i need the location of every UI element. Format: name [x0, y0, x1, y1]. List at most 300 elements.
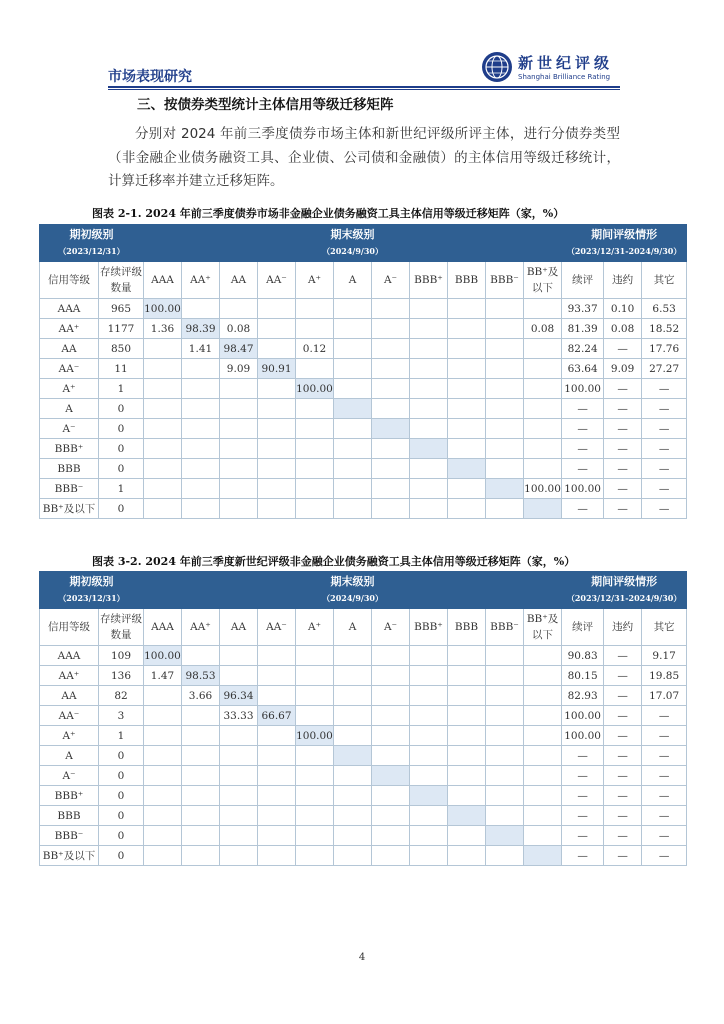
matrix-cell	[334, 479, 372, 499]
matrix-cell	[524, 746, 562, 766]
row-grade: BBB	[40, 806, 99, 826]
matrix-cell	[524, 706, 562, 726]
matrix-cell	[410, 499, 448, 519]
row-default: —	[604, 479, 642, 499]
matrix-cell	[334, 686, 372, 706]
matrix-cell	[258, 726, 296, 746]
col-header-default: 违约	[604, 262, 642, 299]
matrix-cell	[144, 766, 182, 786]
row-default: —	[604, 499, 642, 519]
group-header-period: （2024/9/30）	[322, 593, 383, 603]
row-default: —	[604, 786, 642, 806]
col-header-end-grade: BBB	[448, 262, 486, 299]
row-other: 27.27	[642, 359, 687, 379]
matrix-cell	[524, 439, 562, 459]
col-header-end-grade: BB⁺及以下	[524, 609, 562, 646]
matrix-cell: 66.67	[258, 706, 296, 726]
table-row	[40, 826, 687, 846]
matrix-cell: 96.34	[220, 686, 258, 706]
col-header-end-grade: AA⁺	[182, 609, 220, 646]
matrix-cell	[258, 746, 296, 766]
table-row	[40, 479, 687, 499]
matrix-cell	[144, 379, 182, 399]
matrix-cell	[296, 846, 334, 866]
matrix-cell	[334, 706, 372, 726]
table-row	[40, 746, 687, 766]
matrix-cell: 100.00	[144, 299, 182, 319]
matrix-cell: 100.00	[296, 379, 334, 399]
matrix-cell	[296, 359, 334, 379]
group-header-period: （2023/12/31-2024/9/30）	[566, 246, 682, 256]
matrix-cell	[448, 646, 486, 666]
matrix-cell	[372, 399, 410, 419]
row-count: 0	[99, 439, 144, 459]
matrix-cell	[334, 846, 372, 866]
row-other: —	[642, 419, 687, 439]
group-header-period: （2023/12/31）	[58, 593, 125, 603]
matrix-cell	[486, 399, 524, 419]
header-divider-thin	[108, 89, 620, 90]
matrix-cell	[296, 766, 334, 786]
col-header-count: 存续评级数量	[99, 609, 144, 646]
row-count: 0	[99, 806, 144, 826]
col-header-continued: 续评	[562, 262, 604, 299]
matrix-cell	[524, 299, 562, 319]
row-grade: BB⁺及以下	[40, 846, 99, 866]
matrix-cell	[144, 806, 182, 826]
matrix-cell	[296, 646, 334, 666]
row-continued: —	[562, 746, 604, 766]
row-count: 0	[99, 459, 144, 479]
header-divider	[108, 86, 620, 88]
matrix-cell	[410, 319, 448, 339]
col-header-end-grade: AA⁻	[258, 609, 296, 646]
row-default: —	[604, 666, 642, 686]
row-other: —	[642, 826, 687, 846]
row-default: —	[604, 399, 642, 419]
row-continued: 90.83	[562, 646, 604, 666]
matrix-cell	[372, 706, 410, 726]
row-count: 1	[99, 726, 144, 746]
matrix-cell	[448, 746, 486, 766]
row-default: —	[604, 379, 642, 399]
matrix-cell	[334, 379, 372, 399]
matrix-cell	[448, 806, 486, 826]
matrix-cell	[220, 459, 258, 479]
row-continued: —	[562, 399, 604, 419]
row-other: 17.76	[642, 339, 687, 359]
matrix-cell	[220, 439, 258, 459]
row-grade: A⁻	[40, 766, 99, 786]
matrix-cell	[296, 479, 334, 499]
matrix-cell	[296, 686, 334, 706]
matrix-cell	[220, 846, 258, 866]
group-header-g1	[40, 572, 144, 609]
matrix-cell	[258, 439, 296, 459]
matrix-cell: 0.08	[220, 319, 258, 339]
matrix-cell	[448, 499, 486, 519]
group-header-period: （2023/12/31）	[58, 246, 125, 256]
table-1-caption: 图表 2-1. 2024 年前三季度债券市场非金融企业债务融资工具主体信用等级迁移矩阵（家，%）	[92, 207, 565, 220]
group-header-label: 期末级别	[330, 228, 375, 241]
matrix-cell	[334, 459, 372, 479]
row-count: 11	[99, 359, 144, 379]
col-header-end-grade: A⁺	[296, 609, 334, 646]
matrix-cell	[410, 419, 448, 439]
matrix-cell	[410, 706, 448, 726]
matrix-cell	[296, 786, 334, 806]
table-row	[40, 766, 687, 786]
matrix-cell	[448, 459, 486, 479]
matrix-cell	[486, 359, 524, 379]
matrix-cell: 0.08	[524, 319, 562, 339]
matrix-cell	[220, 726, 258, 746]
matrix-cell	[182, 806, 220, 826]
matrix-cell	[144, 846, 182, 866]
matrix-cell	[410, 439, 448, 459]
matrix-cell	[258, 786, 296, 806]
matrix-cell	[296, 706, 334, 726]
matrix-cell	[220, 826, 258, 846]
matrix-cell	[258, 379, 296, 399]
table-row	[40, 379, 687, 399]
row-continued: —	[562, 439, 604, 459]
matrix-cell	[258, 479, 296, 499]
matrix-cell	[182, 726, 220, 746]
row-other: —	[642, 499, 687, 519]
matrix-cell	[410, 379, 448, 399]
col-header-end-grade: A	[334, 609, 372, 646]
row-default: —	[604, 646, 642, 666]
matrix-cell	[182, 399, 220, 419]
row-other: —	[642, 726, 687, 746]
matrix-cell	[334, 339, 372, 359]
matrix-cell	[258, 459, 296, 479]
matrix-cell	[182, 766, 220, 786]
matrix-cell	[524, 666, 562, 686]
row-grade: BBB⁺	[40, 786, 99, 806]
table-row	[40, 439, 687, 459]
row-other: —	[642, 706, 687, 726]
col-header-end-grade: BBB⁺	[410, 262, 448, 299]
matrix-cell	[296, 439, 334, 459]
matrix-cell: 3.66	[182, 686, 220, 706]
matrix-cell	[524, 686, 562, 706]
matrix-cell	[220, 806, 258, 826]
matrix-cell	[486, 439, 524, 459]
matrix-cell	[144, 339, 182, 359]
col-header-end-grade: BBB	[448, 609, 486, 646]
matrix-cell	[486, 686, 524, 706]
intro-paragraph: 分别对 2024 年前三季度债券市场主体和新世纪评级所评主体，进行分债券类型（非金融企业债务融资工具、企业债、公司债和金融债）的主体信用等级迁移统计，计算迁移率并建立迁移矩阵。	[108, 126, 620, 189]
row-other: —	[642, 806, 687, 826]
row-continued: —	[562, 786, 604, 806]
matrix-cell	[220, 746, 258, 766]
col-header-end-grade: A⁺	[296, 262, 334, 299]
row-continued: —	[562, 499, 604, 519]
row-continued: 100.00	[562, 479, 604, 499]
matrix-cell	[258, 399, 296, 419]
matrix-cell	[258, 419, 296, 439]
matrix-cell	[524, 419, 562, 439]
matrix-cell	[410, 299, 448, 319]
group-header-period: （2023/12/31-2024/9/30）	[566, 593, 682, 603]
matrix-cell	[258, 319, 296, 339]
row-grade: BBB⁻	[40, 826, 99, 846]
matrix-cell	[258, 686, 296, 706]
table-row	[40, 359, 687, 379]
col-header-end-grade: AA	[220, 262, 258, 299]
matrix-cell: 33.33	[220, 706, 258, 726]
matrix-cell	[258, 846, 296, 866]
matrix-cell	[334, 439, 372, 459]
matrix-cell	[486, 479, 524, 499]
matrix-cell	[448, 479, 486, 499]
matrix-cell: 98.53	[182, 666, 220, 686]
matrix-cell	[448, 666, 486, 686]
matrix-cell	[296, 399, 334, 419]
row-default: —	[604, 706, 642, 726]
matrix-cell: 100.00	[524, 479, 562, 499]
row-default: —	[604, 339, 642, 359]
matrix-cell	[334, 806, 372, 826]
matrix-cell	[144, 686, 182, 706]
table-row	[40, 339, 687, 359]
row-other: 17.07	[642, 686, 687, 706]
matrix-cell	[410, 846, 448, 866]
row-continued: 81.39	[562, 319, 604, 339]
matrix-cell	[410, 726, 448, 746]
matrix-cell: 1.41	[182, 339, 220, 359]
col-header-end-grade: A	[334, 262, 372, 299]
table-row	[40, 399, 687, 419]
row-count: 965	[99, 299, 144, 319]
matrix-cell	[448, 339, 486, 359]
col-header-end-grade: AAA	[144, 262, 182, 299]
matrix-cell	[258, 299, 296, 319]
matrix-cell	[372, 806, 410, 826]
matrix-cell: 98.47	[220, 339, 258, 359]
row-count: 0	[99, 786, 144, 806]
matrix-cell	[372, 479, 410, 499]
row-other: 9.17	[642, 646, 687, 666]
matrix-cell	[144, 706, 182, 726]
matrix-cell	[182, 359, 220, 379]
matrix-cell	[220, 766, 258, 786]
row-default: —	[604, 846, 642, 866]
matrix-cell	[372, 646, 410, 666]
table-row	[40, 686, 687, 706]
row-default: —	[604, 419, 642, 439]
matrix-cell	[524, 646, 562, 666]
matrix-cell	[524, 459, 562, 479]
globe-logo-icon	[482, 52, 512, 82]
matrix-cell: 9.09	[220, 359, 258, 379]
matrix-cell	[372, 786, 410, 806]
matrix-cell	[144, 499, 182, 519]
matrix-cell	[144, 726, 182, 746]
table-row	[40, 646, 687, 666]
matrix-cell	[258, 806, 296, 826]
table-row	[40, 706, 687, 726]
matrix-cell	[524, 399, 562, 419]
matrix-cell	[372, 766, 410, 786]
matrix-cell	[524, 806, 562, 826]
row-grade: AAA	[40, 299, 99, 319]
table-row	[40, 786, 687, 806]
col-header-grade: 信用等级	[40, 609, 99, 646]
group-header-label: 期初级别	[69, 575, 114, 588]
row-grade: BB⁺及以下	[40, 499, 99, 519]
row-grade: AA⁺	[40, 666, 99, 686]
matrix-cell	[486, 299, 524, 319]
matrix-cell: 100.00	[296, 726, 334, 746]
row-other: —	[642, 399, 687, 419]
group-header-g1	[40, 225, 144, 262]
matrix-cell	[296, 319, 334, 339]
matrix-cell	[486, 706, 524, 726]
matrix-cell	[486, 846, 524, 866]
row-count: 1	[99, 379, 144, 399]
matrix-cell	[220, 786, 258, 806]
row-count: 0	[99, 846, 144, 866]
row-grade: A⁻	[40, 419, 99, 439]
matrix-cell	[410, 399, 448, 419]
matrix-cell	[448, 399, 486, 419]
table-row	[40, 846, 687, 866]
matrix-cell	[448, 726, 486, 746]
row-other: —	[642, 766, 687, 786]
matrix-cell	[220, 399, 258, 419]
matrix-cell	[486, 339, 524, 359]
row-continued: 63.64	[562, 359, 604, 379]
table-1	[39, 224, 687, 519]
matrix-cell	[486, 726, 524, 746]
matrix-cell	[486, 826, 524, 846]
matrix-cell	[486, 766, 524, 786]
row-count: 850	[99, 339, 144, 359]
col-header-end-grade: A⁻	[372, 609, 410, 646]
row-continued: 80.15	[562, 666, 604, 686]
matrix-cell	[144, 459, 182, 479]
matrix-cell	[144, 746, 182, 766]
matrix-cell	[182, 479, 220, 499]
matrix-cell	[372, 339, 410, 359]
matrix-cell	[486, 459, 524, 479]
matrix-cell	[448, 846, 486, 866]
matrix-cell	[296, 459, 334, 479]
table-row	[40, 459, 687, 479]
col-header-end-grade: BB⁺及以下	[524, 262, 562, 299]
row-count: 0	[99, 399, 144, 419]
row-continued: 100.00	[562, 706, 604, 726]
matrix-cell	[334, 399, 372, 419]
row-count: 136	[99, 666, 144, 686]
matrix-cell	[486, 806, 524, 826]
matrix-cell	[258, 666, 296, 686]
col-header-end-grade: AA⁺	[182, 262, 220, 299]
matrix-cell	[296, 826, 334, 846]
matrix-cell	[448, 439, 486, 459]
matrix-cell	[296, 806, 334, 826]
row-default: —	[604, 459, 642, 479]
matrix-cell	[372, 666, 410, 686]
matrix-cell	[182, 379, 220, 399]
matrix-cell	[486, 746, 524, 766]
row-continued: 93.37	[562, 299, 604, 319]
matrix-cell	[524, 766, 562, 786]
row-default: —	[604, 439, 642, 459]
matrix-cell	[334, 299, 372, 319]
matrix-cell	[448, 419, 486, 439]
row-count: 82	[99, 686, 144, 706]
table-2-caption: 图表 3-2. 2024 年前三季度新世纪评级非金融企业债务融资工具主体信用等级迁移矩阵（家，%）	[92, 555, 576, 568]
row-count: 3	[99, 706, 144, 726]
table-row	[40, 299, 687, 319]
matrix-cell	[144, 399, 182, 419]
row-other: —	[642, 439, 687, 459]
matrix-cell	[448, 786, 486, 806]
matrix-cell	[372, 726, 410, 746]
row-grade: A⁺	[40, 379, 99, 399]
row-count: 0	[99, 419, 144, 439]
brand-logo	[482, 52, 622, 86]
row-grade: AAA	[40, 646, 99, 666]
row-other: 6.53	[642, 299, 687, 319]
row-other: —	[642, 459, 687, 479]
matrix-cell	[334, 726, 372, 746]
col-header-end-grade: AAA	[144, 609, 182, 646]
table-row	[40, 319, 687, 339]
group-header-label: 期间评级情形	[591, 575, 658, 588]
section-label: 市场表现研究	[108, 69, 192, 85]
matrix-cell	[258, 826, 296, 846]
group-header-g3	[562, 572, 687, 609]
matrix-cell	[258, 339, 296, 359]
matrix-cell	[182, 786, 220, 806]
col-header-count: 存续评级数量	[99, 262, 144, 299]
row-grade: AA⁻	[40, 359, 99, 379]
matrix-cell	[334, 499, 372, 519]
matrix-cell	[448, 319, 486, 339]
matrix-cell	[144, 826, 182, 846]
row-grade: A	[40, 399, 99, 419]
matrix-cell	[372, 359, 410, 379]
matrix-cell: 90.91	[258, 359, 296, 379]
matrix-cell	[334, 319, 372, 339]
matrix-cell	[334, 826, 372, 846]
row-other: —	[642, 379, 687, 399]
matrix-cell	[182, 419, 220, 439]
matrix-cell	[296, 419, 334, 439]
group-header-g2	[144, 225, 562, 262]
matrix-cell	[144, 786, 182, 806]
matrix-cell	[486, 646, 524, 666]
row-grade: BBB	[40, 459, 99, 479]
matrix-cell	[524, 379, 562, 399]
matrix-cell	[334, 746, 372, 766]
section-title: 三、按债券类型统计主体信用等级迁移矩阵	[137, 97, 394, 113]
matrix-cell	[334, 359, 372, 379]
row-grade: AA	[40, 686, 99, 706]
matrix-cell	[372, 299, 410, 319]
matrix-cell	[410, 339, 448, 359]
matrix-cell	[258, 766, 296, 786]
matrix-cell	[182, 439, 220, 459]
matrix-cell	[182, 499, 220, 519]
col-header-end-grade: BBB⁺	[410, 609, 448, 646]
matrix-cell	[448, 826, 486, 846]
